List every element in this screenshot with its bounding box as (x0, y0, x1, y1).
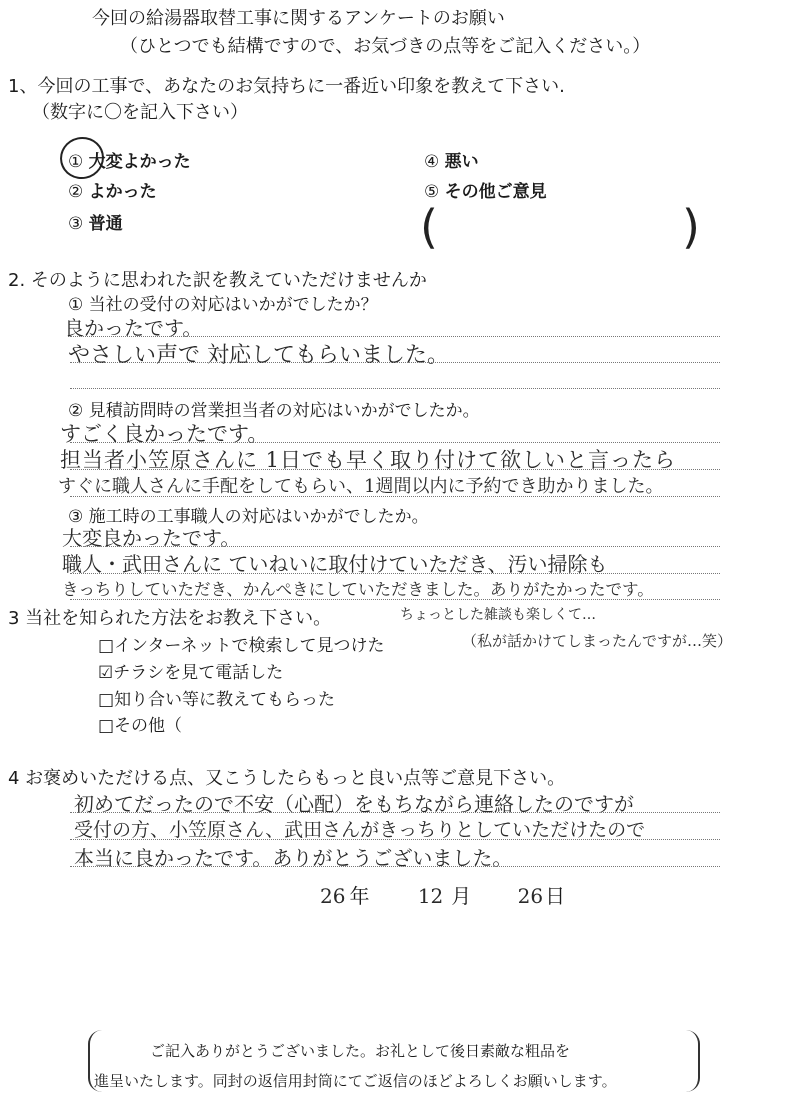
answer-line (70, 388, 720, 389)
q3-option-internet[interactable] (98, 631, 385, 656)
checked-checkbox-icon[interactable]: ☑ (98, 663, 114, 683)
survey-title: 今回の給湯器取替工事に関するアンケートのお願い (92, 8, 505, 29)
q3-option-flyer[interactable] (98, 658, 283, 683)
opinion-paren-open: ( (420, 200, 438, 254)
q3-option-flyer-text: チラシを見て電話した (113, 663, 284, 683)
q1-option-1[interactable] (68, 147, 191, 172)
q2-1-answer-line-2: やさしい声で 対応してもらいました。 (68, 343, 449, 368)
opinion-paren-close: ) (682, 200, 700, 254)
date-month-value: 12 (417, 884, 444, 908)
date-year-label: 年 (349, 884, 370, 908)
q1-option-5[interactable] (424, 177, 547, 202)
q4-label: 4 お褒めいただける点、又こうしたらもっと良い点等ご意見下さい。 (8, 768, 566, 789)
q1-option-1-text: 大変よかった (88, 152, 191, 172)
q1-option-4[interactable] (424, 147, 479, 172)
q2-2-answer-line-3: すぐに職人さんに手配をしてもらい、1週間以内に予約でき助かりました。 (58, 476, 664, 497)
checkbox-icon[interactable]: □ (98, 716, 115, 736)
q2-3-answer-line-2: 職人・武田さんに ていねいに取付けていただき、汚い掃除も (62, 552, 608, 576)
footer-line-1: ご記入ありがとうございました。お礼として後日素敵な粗品を (150, 1042, 571, 1060)
q1-option-2-text: よかった (88, 182, 157, 202)
q4-answer-line-3: 本当に良かったです。ありがとうございました。 (74, 846, 513, 870)
survey-subtitle: （ひとつでも結構ですので、お気づきの点等をご記入ください。） (120, 36, 651, 57)
checkbox-icon[interactable]: □ (98, 636, 115, 656)
q2-1-prompt: ① 当社の受付の対応はいかがでしたか？ (68, 295, 378, 315)
q3-option-other-text: その他（ (114, 716, 183, 736)
q1-option-5-num: ⑤ (424, 182, 440, 202)
q2-3-prompt: ③ 施工時の工事職人の対応はいかがでしたか。 (68, 507, 429, 527)
answer-line (70, 546, 720, 547)
q3-option-internet-text: インターネットで検索して見つけた (114, 636, 385, 656)
date-year-value: 26 (320, 884, 346, 908)
q1-label: 1、今回の工事で、あなたのお気持ちに一番近い印象を教えて下さい. (8, 76, 565, 97)
answer-line (70, 442, 720, 443)
q1-option-4-num: ④ (424, 152, 440, 172)
q2-1-answer-line-1: 良かったです。 (64, 316, 203, 340)
answer-line (70, 573, 720, 574)
q3-option-acquaintance-text: 知り合い等に教えてもらった (114, 690, 336, 710)
answer-line (70, 469, 720, 470)
q3-note-line-1: ちょっとした雑談も楽しくて… (400, 607, 596, 623)
q1-option-3[interactable] (68, 209, 123, 234)
q1-option-4-text: 悪い (444, 152, 479, 172)
q4-answer-line-2: 受付の方、小笠原さん、武田さんがきっちりとしていただけたので (74, 819, 646, 841)
q2-2-answer-line-2: 担当者小笠原さんに 1日でも早く取り付けて欲しいと言ったら (60, 448, 677, 472)
answer-line (70, 866, 720, 867)
answer-line (70, 496, 720, 497)
answer-line (70, 336, 720, 337)
checkbox-icon[interactable]: □ (98, 690, 115, 710)
q2-2-prompt: ② 見積訪問時の営業担当者の対応はいかがでしたか。 (68, 401, 480, 421)
q1-option-2-num: ② (68, 182, 84, 202)
date-day-value: 26 (517, 884, 544, 908)
q2-3-answer-line-1: 大変良かったです。 (62, 526, 241, 550)
response-date (320, 880, 565, 909)
date-day-label: 日 (545, 884, 566, 908)
q2-2-answer-line-1: すごく良かったです。 (60, 422, 269, 446)
date-month-label: 月 (451, 884, 472, 908)
q1-instruction: （数字に〇を記入下さい） (32, 102, 248, 123)
answer-line (70, 839, 720, 840)
q3-option-acquaintance[interactable] (98, 685, 335, 710)
q3-label: 3 当社を知られた方法をお教え下さい。 (8, 608, 332, 629)
q3-option-other[interactable] (98, 711, 182, 736)
answer-line (70, 599, 720, 600)
q1-option-5-text: その他ご意見 (444, 182, 547, 202)
q2-3-answer-line-3: きっちりしていただき、かんぺきにしていただきました。ありがたかったです。 (62, 580, 654, 599)
answer-line (70, 812, 720, 813)
q1-option-3-text: 普通 (88, 214, 123, 234)
footer-line-2: 進呈いたします。同封の返信用封筒にてご返信のほどよろしくお願いします。 (94, 1072, 617, 1090)
q1-option-1-num: ① (68, 152, 84, 172)
q1-option-3-num: ③ (68, 214, 84, 234)
q1-option-2[interactable] (68, 177, 157, 202)
answer-line (70, 362, 720, 363)
q2-label: 2. そのように思われた訳を教えていただけませんか (8, 270, 427, 291)
q4-answer-line-1: 初めてだったので不安（心配）をもちながら連絡したのですが (74, 792, 634, 816)
q3-note-line-2: （私が話かけてしまったんですが…笑） (462, 632, 733, 650)
